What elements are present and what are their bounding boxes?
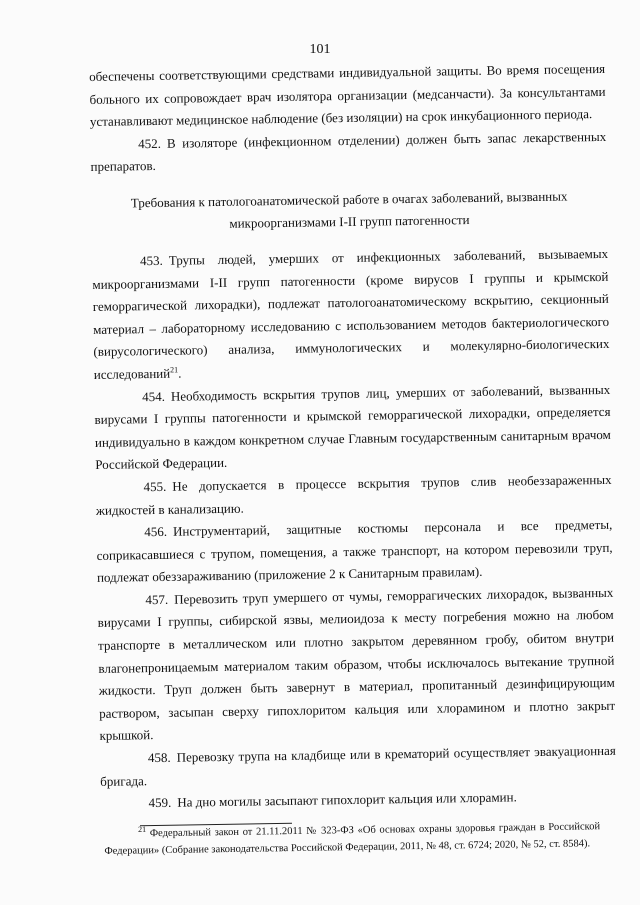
page-number: 101 — [309, 42, 331, 57]
paragraph-number: 455. — [143, 478, 167, 495]
section-heading-line1: Требования к патологоанатомической работе в очагах заболеваний, вызванных — [130, 188, 568, 211]
paragraph-454 — [94, 378, 611, 476]
paragraph-number: 457. — [145, 591, 169, 608]
paragraph-text: Не допускается в процессе вскрытия трупов слив необеззараженных жидкостей в канализацию. — [95, 471, 612, 518]
paragraph-452 — [90, 126, 607, 179]
footnote-marker: 21 — [137, 824, 147, 834]
document-body — [89, 58, 617, 816]
paragraph-text: Перевозку трупа на кладбище или в крематорий осуществляет эвакуационная бригада. — [100, 742, 616, 789]
paragraph-number: 459. — [148, 795, 172, 811]
paragraph-text: В изоляторе (инфекционном отделении) должен быть запас лекарственных препаратов. — [90, 128, 607, 175]
paragraph-456 — [96, 514, 613, 590]
paragraph-457 — [97, 582, 615, 748]
paragraph-453 — [92, 243, 610, 387]
footnote-indent — [104, 836, 138, 837]
footnote-text: Федеральный закон от 21.11.2011 № 323-ФЗ «Об основах охраны здоровья граждан в Российской Федерации» (Собрание законодательства Российской Федерации, 2011, № 48, ст. 6724; 2020, № 52, ст. 8584). — [104, 821, 601, 857]
paragraph-continuation: обеспечены соответствующими средствами индивидуальной защиты. Во время посещения больного их сопровождает врач изолятора организации (медсанчасти). За консультантами устанавливают медицинское наблюдение (без изоляции) на срок инкубационного периода. — [89, 60, 606, 130]
paragraph-number: 456. — [144, 523, 168, 540]
paragraph-text: Инструментарий, защитные костюмы персонала и все предметы, соприкасавшиеся с трупом, помещения, а также транспорт, на котором перевозили труп, подлежат обеззараживанию (приложение 2 к Санитарным правилам). — [96, 516, 613, 586]
paragraph-number: 452. — [138, 135, 162, 152]
paragraph-number: 453. — [139, 252, 163, 269]
paragraph-458 — [100, 740, 617, 793]
paragraph-text: Трупы людей, умерших от инфекционных заболеваний, вызываемых микроорганизмами I-II групп патогенности (кроме вирусов I группы и крымской геморрагической лихорадки), подлежат патологоанатомическому вскрытию, секционный материал – лабораторному исследованию с использованием методов бактериологического (вирусологического) анализа, иммунологических и молекулярно-биологических исследований — [92, 245, 610, 382]
paragraph-number: 458. — [147, 749, 171, 766]
paragraph-text: На дно могилы засыпают гипохлорит кальция или хлорамин. — [177, 789, 517, 810]
paragraph-number: 454. — [142, 388, 166, 404]
paragraph-end: . — [178, 365, 182, 381]
paragraph-text: Перевозить труп умершего от чумы, геморрагических лихорадок, вызванных вирусами I группы, сибирской язвы, мелиоидоза к месту погребения можно на любом транспорте в металлическом или плотно закрытом деревянном гробу, обитом внутри влагонепроницаемым материалом таким образом, чтобы исключалось вытекание трупной жидкости. Труп должен быть завернут в материал, пропитанный дезинфицирующим раствором, засыпан сверху гипохлоритом кальция или хлорамином и плотно закрыт крышкой. — [97, 584, 616, 744]
section-heading-line2: микроорганизмами I-II групп патогенности — [229, 212, 470, 231]
section-heading — [91, 185, 608, 237]
paragraph-455 — [95, 469, 612, 522]
footnote-reference[interactable]: 21 — [170, 365, 179, 375]
footnote — [104, 818, 600, 860]
paragraph-text: Необходимость вскрытия трупов лиц, умерших от заболеваний, вызванных вирусами I группы патогенности и крымской геморрагической лихорадки, определяется индивидуально в каждом конкретном случае Главным государственным санитарным врачом Российской Федерации. — [94, 381, 611, 473]
